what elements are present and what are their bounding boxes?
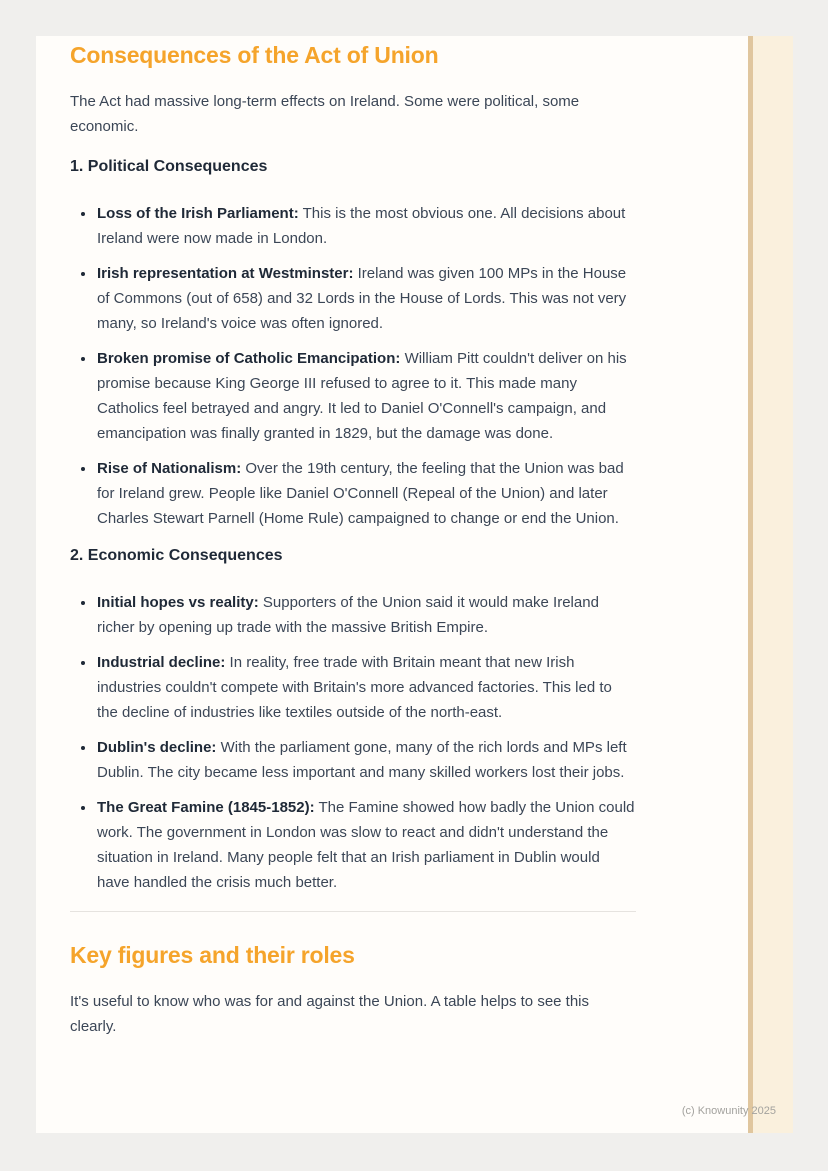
bullet-label: Industrial decline: xyxy=(97,654,226,671)
bullet-text: William Pitt couldn't deliver on his promise because King George III refused to agree to it. This made many Catholics feel betrayed and angry. It led to Daniel O'Connell's campaign, and emancipation was finally granted in 1829, but the damage was done. xyxy=(97,350,627,442)
economic-consequences-list xyxy=(70,590,636,895)
bullet-text: This is the most obvious one. All decisions about Ireland were now made in London. xyxy=(97,205,626,247)
section-heading-consequences: Consequences of the Act of Union xyxy=(70,42,439,68)
bullet-label: Rise of Nationalism: xyxy=(97,460,242,477)
key-figures-intro-paragraph: It's useful to know who was for and against the Union. A table helps to see this clearly. xyxy=(70,993,590,1035)
section-heading-key-figures: Key figures and their roles xyxy=(70,942,355,968)
document-content xyxy=(70,40,636,1057)
intro-paragraph: The Act had massive long-term effects on Ireland. Some were political, some economic. xyxy=(70,93,580,135)
list-item xyxy=(96,650,636,725)
list-item xyxy=(96,346,636,446)
bullet-label: Dublin's decline: xyxy=(97,739,217,756)
list-item xyxy=(96,590,636,640)
bullet-text: With the parliament gone, many of the rich lords and MPs left Dublin. The city became less important and many skilled workers lost their jobs. xyxy=(97,739,627,781)
bullet-label: Irish representation at Westminster: xyxy=(97,265,354,282)
bullet-text: The Famine showed how badly the Union could work. The government in London was slow to react and didn't understand the situation in Ireland. Many people felt that an Irish parliament in Dublin would have handled the crisis much better. xyxy=(97,799,635,891)
bullet-label: Initial hopes vs reality: xyxy=(97,594,259,611)
bullet-text: Over the 19th century, the feeling that the Union was bad for Ireland grew. People like Daniel O'Connell (Repeal of the Union) and later Charles Stewart Parnell (Home Rule) campaigned to change or end the Union. xyxy=(97,460,624,527)
list-item xyxy=(96,735,636,785)
subheading-political-consequences: 1. Political Consequences xyxy=(70,158,268,175)
document-sheet xyxy=(36,36,793,1133)
list-item xyxy=(96,201,636,251)
accent-bar xyxy=(748,36,793,1133)
bullet-label: Loss of the Irish Parliament: xyxy=(97,205,299,222)
list-item xyxy=(96,456,636,531)
list-item xyxy=(96,795,636,895)
bullet-text: Ireland was given 100 MPs in the House of Commons (out of 658) and 32 Lords in the House of Lords. This was not very many, so Ireland's voice was often ignored. xyxy=(97,265,627,332)
subheading-economic-consequences: 2. Economic Consequences xyxy=(70,547,283,564)
copyright-watermark: (c) Knowunity 2025 xyxy=(681,1105,776,1117)
bullet-label: The Great Famine (1845-1852): xyxy=(97,799,315,816)
political-consequences-list xyxy=(70,201,636,531)
bullet-text: In reality, free trade with Britain meant that new Irish industries couldn't compete with Britain's more advanced factories. This led to the decline of industries like textiles outside of the north-east. xyxy=(97,654,612,721)
bullet-label: Broken promise of Catholic Emancipation: xyxy=(97,350,401,367)
section-divider xyxy=(70,911,636,912)
list-item xyxy=(96,261,636,336)
bullet-text: Supporters of the Union said it would make Ireland richer by opening up trade with the massive British Empire. xyxy=(97,594,599,636)
